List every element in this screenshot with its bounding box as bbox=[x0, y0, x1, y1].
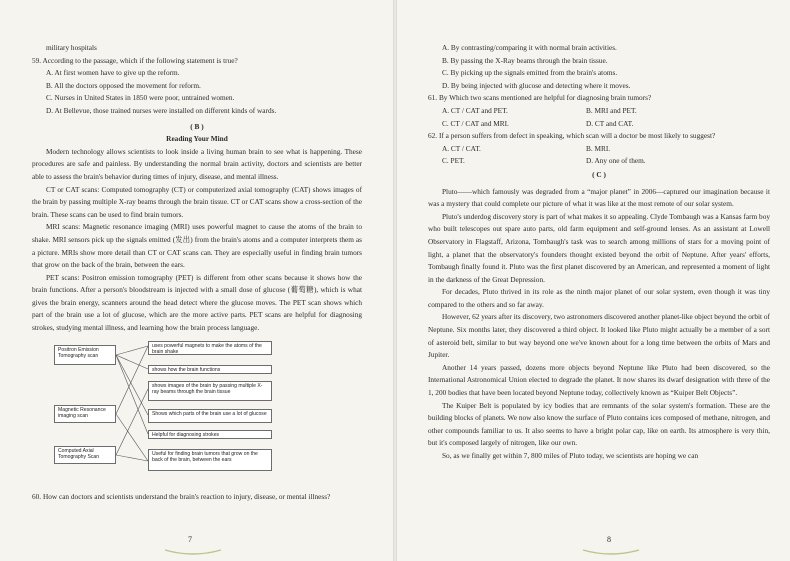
option-c: C. PET. bbox=[442, 156, 465, 166]
options-row bbox=[428, 118, 770, 131]
paragraph: So, as we finally get within 7, 800 miles of Pluto today, we scientists are hoping we can bbox=[442, 451, 699, 460]
left-column bbox=[32, 42, 362, 503]
option-c: C. Nurses in United States in 1850 were poor, untrained women. bbox=[46, 93, 235, 103]
diagram-desc-magnets: uses powerful magnets to make the atoms of the brain shake bbox=[148, 341, 272, 355]
question-60: 60. How can doctors and scientists understand the brain's reaction to injury, disease, or mental illness? bbox=[32, 491, 331, 501]
option-a: A. CT / CAT and PET. bbox=[442, 105, 508, 115]
article-title: Reading Your Mind bbox=[166, 134, 228, 144]
option-c: C. By picking up the signals emitted from the brain's atoms. bbox=[442, 68, 618, 78]
section-label-b: ( B ) bbox=[190, 121, 204, 131]
option-d: D. At Bellevue, those trained nurses were installed on different kinds of wards. bbox=[46, 105, 277, 115]
page-ornament bbox=[163, 549, 223, 555]
paragraph: Pluto's underdog discovery story is part of what makes it so appealing. Clyde Tombaugh was a Kansas farm boy who built telescopes out spare auto parts, old farm equipment and self-ground lenses. As an assistant at Lowell Observatory in Flagstaff, Arizona, Tombaugh's task was to search among millions of stars for a moving point of light, a planet that the observatory's founders thought existed beyond the orbit of Neptune. After years' efforts, Tombaugh finally found it. Pluto was the first planet discovered by an American, and represented a moment of light in the darkness of the Great Depression. bbox=[428, 211, 770, 284]
diagram-desc-functions: shows how the brain functions bbox=[148, 365, 272, 374]
paragraph: Modern technology allows scientists to look inside a living human brain to see what is happening. These procedures are safe and painless. By understanding the normal brain activity, doctors and scientists are better able to assess the brain's behavior during times of injury, disease, and mental illness. bbox=[32, 146, 362, 181]
left-page bbox=[0, 0, 393, 561]
paragraph: MRI scans: Magnetic resonance imaging (MRI) uses powerful magnet to cause the atoms of the brain to shake. MRI sensors pick up the signals emitted (发出) from the brain's atoms and a computer interprets them as a picture. MRIs show more detail than CT or CAT scans can. They are especially useful in finding brain tumors that grow on the back of the brain, between the ears. bbox=[32, 222, 362, 270]
paragraph: PET scans: Positron emission tomography (PET) is different from other scans because it shows how the brain functions. After a person's bloodstream is injected with a small dose of glucose (葡萄糖), which is what gives the brain energy, scanners around the head detect where the glucose moves. The PET scan shows which part of the brain use a lot of glucose, which are the more active parts. PET scans are helpful for diagnosing strokes, studying mental illness, and learning how the brain process language. bbox=[32, 272, 362, 333]
diagram-desc-strokes: Helpful for diagnosing strokes bbox=[148, 430, 272, 439]
diagram-desc-tumors: Useful for finding brain tumors that grow on the back of the brain, between the ears bbox=[148, 449, 272, 471]
option-b: B. MRI and PET. bbox=[586, 105, 637, 115]
paragraph: Pluto——which famously was degraded from a “major planet” in 2006—captured our imagination because it was a mystery that could complete our picture of what it was like at the most remote of our solar system. bbox=[428, 186, 770, 209]
option-a: A. At first women have to give up the reform. bbox=[46, 68, 180, 78]
paragraph: Another 14 years passed, dozens more objects beyond Neptune like Pluto had been discovered, so the International Astronomical Union elected to degrade the planet. It now shares its dwarf designation with three of the 1, 200 bodies that have been located beyond Neptune today, collectively known as “Kuiper Belt Objects”. bbox=[428, 362, 770, 398]
options-row bbox=[428, 143, 770, 156]
option-d: D. CT and CAT. bbox=[586, 118, 634, 128]
page-ornament bbox=[581, 549, 641, 555]
diagram-box-pet: Positron Emission Tomography scan bbox=[54, 345, 116, 365]
right-page bbox=[397, 0, 790, 561]
scan-matching-diagram bbox=[32, 341, 362, 487]
paragraph: For decades, Pluto thrived in its role as the ninth major planet of our solar system, even though it was tiny compared to the others and so far away. bbox=[428, 287, 770, 309]
option-b: B. All the doctors opposed the movement for reform. bbox=[46, 80, 201, 90]
option-d: D. Any one of them. bbox=[586, 156, 646, 166]
option-d: D. By being injected with glucose and detecting where it moves. bbox=[442, 80, 631, 90]
diagram-desc-xray: shows images of the brain by passing multiple X-ray beams through the brain tissue bbox=[148, 381, 272, 401]
question-59: 59. According to the passage, which if the following statement is true? bbox=[32, 55, 238, 65]
diagram-desc-glucose: Shows which parts of the brain use a lot of glucose bbox=[148, 409, 272, 423]
page-number: 8 bbox=[607, 535, 611, 544]
option-a: A. By contrasting/comparing it with normal brain activities. bbox=[442, 43, 617, 52]
question-61: 61. By Which two scans mentioned are helpful for diagnosing brain tumors? bbox=[428, 93, 652, 103]
option-b: B. By passing the X-Ray beams through the brain tissue. bbox=[442, 55, 608, 65]
option-a: A. CT / CAT. bbox=[442, 143, 481, 153]
paragraph: CT or CAT scans: Computed tomography (CT) or computerized axial tomography (CAT) shows images of the brain by passing multiple X-ray beams through the brain tissue. CT or CAT scans show a cross-section of the brain. These scans can be used to find brain tumors. bbox=[32, 184, 362, 219]
options-row bbox=[428, 155, 770, 168]
text-line: military hospitals bbox=[46, 43, 97, 52]
diagram-box-cat: Computed Axial Tomography Scan bbox=[54, 446, 116, 464]
option-b: B. MRI. bbox=[586, 143, 611, 153]
option-c: C. CT / CAT and MRI. bbox=[442, 118, 509, 128]
options-row bbox=[428, 105, 770, 118]
question-62: 62. If a person suffers from defect in speaking, which scan will a doctor be most likely to suggest? bbox=[428, 131, 716, 141]
diagram-box-mri: Magnetic Resonance imaging scan bbox=[54, 405, 116, 423]
paragraph: The Kuiper Belt is populated by icy bodies that are remnants of the solar system's formation. These are the building blocks of planets. We now also know the surface of Pluto contains ices composed of methane, nitrogen, and other compounds familiar to us. It also seems to have a bright polar cap, like on earth. Its atmosphere is very thin, but it's composed largely of nitrogen, like our own. bbox=[428, 400, 770, 448]
right-column bbox=[428, 42, 770, 463]
section-label-c: ( C ) bbox=[592, 169, 606, 179]
paragraph: However, 62 years after its discovery, two astronomers discovered another planet-like object beyond the orbit of Neptune. Six months later, they discovered a third object. It looked like Pluto might actually be a member of a sort of asteroid belt, similar to but way beyond one we've known about for a long time between the orbits of Mars and Jupiter. bbox=[428, 312, 770, 360]
page-number: 7 bbox=[188, 535, 192, 544]
